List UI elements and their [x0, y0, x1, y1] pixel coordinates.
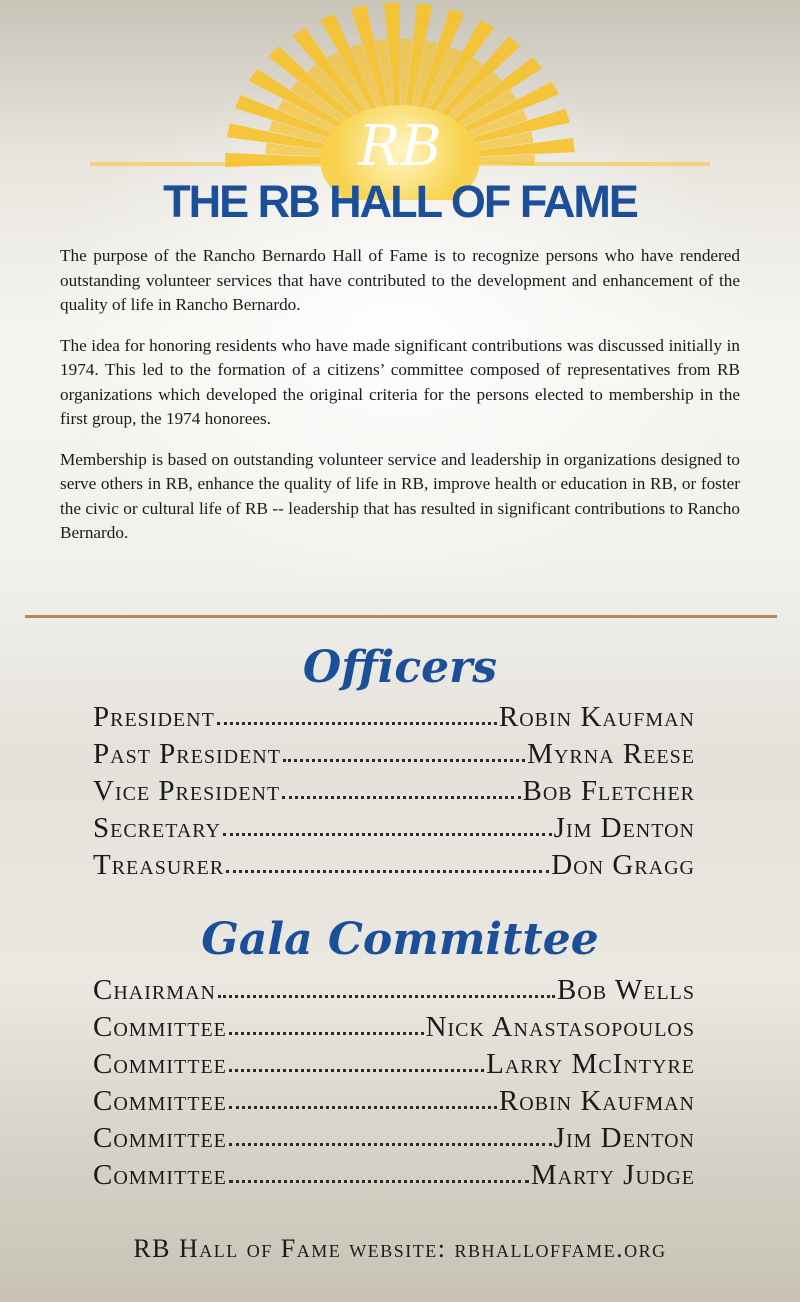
leader-dots	[229, 1065, 484, 1072]
officer-row	[93, 775, 695, 812]
officers-heading: Officers	[302, 642, 498, 693]
sunburst-logo	[0, 0, 800, 200]
committee-row	[93, 1011, 695, 1048]
committee-row	[93, 974, 695, 1011]
leader-dots	[229, 1028, 424, 1035]
leader-dots	[217, 718, 497, 725]
committee-name: Robin Kaufman	[498, 1085, 695, 1117]
officer-role: Vice President	[93, 775, 281, 807]
officer-name: Robin Kaufman	[498, 701, 695, 733]
leader-dots	[229, 1139, 552, 1146]
officer-row	[93, 701, 695, 738]
officer-name: Bob Fletcher	[522, 775, 695, 807]
committee-row	[93, 1085, 695, 1122]
committee-row	[93, 1159, 695, 1196]
committee-name: Larry McIntyre	[486, 1048, 695, 1080]
leader-dots	[283, 755, 525, 762]
intro-text	[60, 244, 740, 562]
section-divider	[25, 615, 777, 618]
officer-row	[93, 849, 695, 886]
committee-name: Jim Denton	[553, 1122, 695, 1154]
committee-role: Committee	[93, 1048, 227, 1080]
officers-list	[93, 701, 695, 886]
officer-name: Jim Denton	[553, 812, 695, 844]
officer-role: Treasurer	[93, 849, 225, 881]
officer-role: Past President	[93, 738, 281, 770]
officer-row	[93, 812, 695, 849]
intro-paragraph-3: Membership is based on outstanding volunteer service and leadership in organizations designed to serve others in RB, enhance the quality of life in RB, improve health or education in RB, or foster the civic or cultural life of RB -- leadership that has resulted in significant contributions to Rancho Bernardo.	[60, 449, 740, 542]
intro-paragraph-2: The idea for honoring residents who have made significant contributions was discussed initially in 1974. This led to the formation of a citizens’ committee composed of representatives from RB organizations which developed the original criteria for the persons elected to membership in the first group, the 1974 honorees.	[60, 335, 740, 428]
committee-row	[93, 1048, 695, 1085]
officer-row	[93, 738, 695, 775]
committee-role: Chairman	[93, 974, 216, 1006]
officer-name: Don Gragg	[551, 849, 695, 881]
officer-role: President	[93, 701, 215, 733]
logo-monogram: RB	[358, 114, 442, 179]
officer-name: Myrna Reese	[527, 738, 695, 770]
committee-name: Marty Judge	[530, 1159, 695, 1191]
leader-dots	[223, 829, 552, 836]
committee-name: Nick Anastasopoulos	[425, 1011, 695, 1043]
website-footer: RB Hall of Fame website: rbhalloffame.org	[133, 1234, 667, 1263]
committee-role: Committee	[93, 1122, 227, 1154]
leader-dots	[229, 1176, 529, 1183]
leader-dots	[218, 991, 555, 998]
committee-role: Committee	[93, 1159, 227, 1191]
committee-role: Committee	[93, 1085, 227, 1117]
committee-row	[93, 1122, 695, 1159]
leader-dots	[282, 792, 520, 799]
gala-committee-heading: Gala Committee	[201, 914, 599, 965]
leader-dots	[229, 1102, 497, 1109]
leader-dots	[226, 866, 549, 873]
gala-committee-list	[93, 974, 695, 1196]
page-title: THE RB HALL OF FAME	[163, 176, 637, 227]
committee-name: Bob Wells	[557, 974, 695, 1006]
committee-role: Committee	[93, 1011, 227, 1043]
officer-role: Secretary	[93, 812, 221, 844]
intro-paragraph-1: The purpose of the Rancho Bernardo Hall of Fame is to recognize persons who have rendered outstanding volunteer services that have contributed to the development and enhancement of the quality of life in Rancho Bernardo.	[60, 246, 740, 314]
